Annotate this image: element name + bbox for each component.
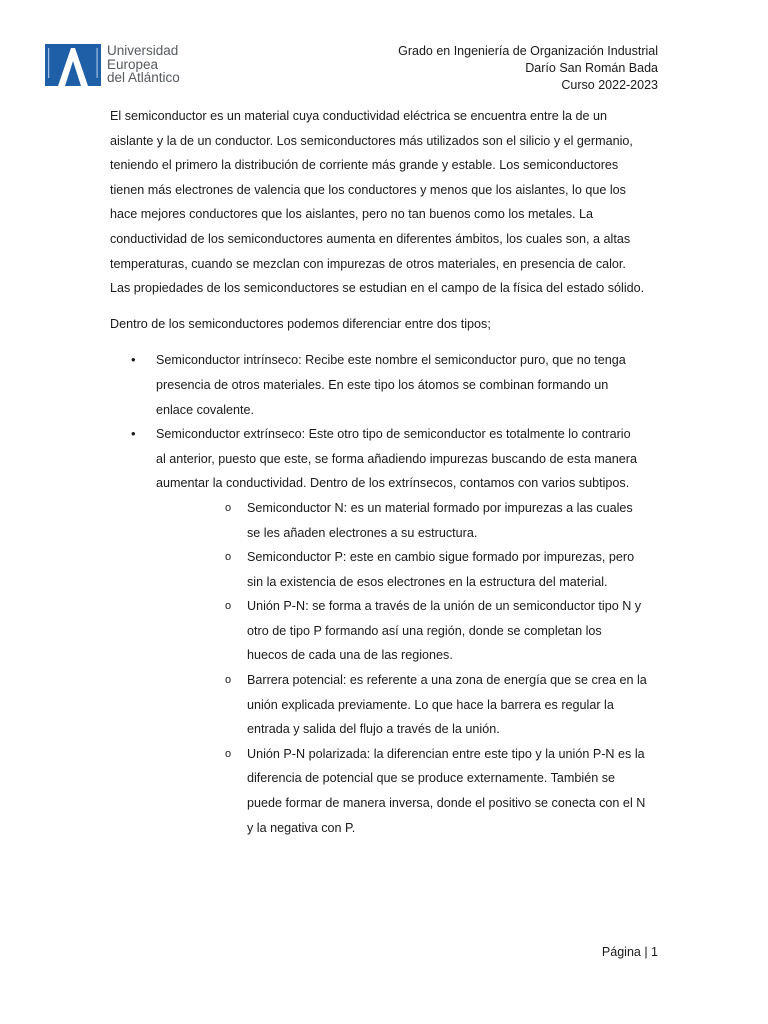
semiconductor-types-list — [110, 348, 662, 840]
degree-title: Grado en Ingeniería de Organización Industrial — [398, 44, 658, 58]
list-item-intrinsic — [110, 348, 662, 422]
text-line: Las propiedades de los semiconductores se estudian en el campo de la física del estado sólido. — [110, 281, 645, 296]
text-line: huecos de cada una de las regiones. — [247, 648, 453, 663]
text-line: aumentar la conductividad. Dentro de los extrínsecos, contamos con varios subtipos. — [156, 476, 630, 491]
text-line: unión explicada previamente. Lo que hace la barrera es regular la — [247, 697, 614, 712]
author-name: Darío San Román Bada — [525, 61, 658, 75]
text-line: otro de tipo P formando así una región, donde se completan los — [247, 623, 602, 638]
logo-wordmark — [107, 44, 180, 85]
course-year: Curso 2022-2023 — [561, 78, 658, 92]
text-line: presencia de otros materiales. En este tipo los átomos se combinan formando un — [156, 377, 609, 392]
intro-paragraph — [110, 104, 662, 301]
sub-bullet-icon: o — [225, 747, 232, 760]
text-line: aislante y la de un conductor. Los semiconductores más utilizados son el silicio y el germanio, — [110, 133, 633, 148]
text-line: enlace covalente. — [156, 402, 255, 417]
text-line: diferencia de potencial que se produce externamente. También se — [247, 771, 616, 786]
bullet-icon: • — [131, 352, 136, 368]
text-line: entrada y salida del flujo a través de la unión. — [247, 722, 500, 737]
text-line: sin la existencia de esos electrones en la estructura del material. — [247, 574, 608, 589]
university-logo — [45, 44, 195, 86]
sub-bullet-icon: o — [225, 551, 232, 564]
logo-line-3: del Atlántico — [107, 70, 180, 85]
sub-bullet-icon: o — [225, 674, 232, 687]
text-line: temperaturas, cuando se mezclan con impurezas de otros materiales, en presencia de calor. — [110, 256, 626, 271]
text-line: Semiconductor intrínseco: Recibe este nombre el semiconductor puro, que no tenga — [156, 353, 626, 368]
text-line: teniendo el primero la distribución de corriente más grande y estable. Los semiconductores — [110, 158, 619, 173]
text-line: El semiconductor es un material cuya conductividad eléctrica se encuentra entre la de un — [110, 109, 608, 123]
logo-a-icon — [45, 44, 101, 86]
text-line: conductividad de los semiconductores aumenta en diferentes ámbitos, los cuales son, a altas — [110, 231, 631, 246]
text-line: y la negativa con P. — [247, 820, 356, 835]
text-line: Semiconductor extrínseco: Este otro tipo de semiconductor es totalmente lo contrario — [156, 427, 631, 442]
logo-line-1: Universidad — [107, 43, 179, 58]
list-item-extrinsic — [110, 422, 662, 840]
text-line: Unión P-N: se forma a través de la unión de un semiconductor tipo N y — [247, 599, 642, 614]
text-line: tienen más electrones de valencia que los conductores y menos que los aislantes, lo que los — [110, 182, 626, 197]
page-header — [398, 43, 658, 94]
types-intro-paragraph: Dentro de los semiconductores podemos diferenciar entre dos tipos; — [110, 316, 491, 331]
logo-line-2: Europea — [107, 56, 159, 72]
list-item-semiconductor-p — [110, 545, 662, 594]
sub-bullet-icon: o — [225, 600, 232, 613]
list-item-union-pn-polarizada — [110, 742, 662, 840]
extrinsic-subtypes-list — [110, 496, 662, 840]
text-line: Unión P-N polarizada: la diferencian entre este tipo y la unión P-N es la — [247, 746, 645, 761]
text-line: puede formar de manera inversa, donde el positivo se conecta con el N — [247, 796, 646, 811]
page-number: Página | 1 — [601, 945, 658, 959]
bullet-icon: • — [131, 426, 136, 442]
text-line: hace mejores conductores que los aislantes, pero no tan buenos como los metales. La — [110, 207, 594, 222]
text-line: Semiconductor N: es un material formado por impurezas a las cuales — [247, 500, 633, 515]
text-line: al anterior, puesto que este, se forma añadiendo impurezas buscando de esta manera — [156, 451, 637, 466]
list-item-union-pn — [110, 594, 662, 668]
text-line: se les añaden electrones a su estructura. — [247, 525, 478, 540]
list-item-semiconductor-n — [110, 496, 662, 545]
document-body — [110, 104, 662, 840]
text-line: Barrera potencial: es referente a una zona de energía que se crea en la — [247, 673, 647, 688]
sub-bullet-icon: o — [225, 501, 232, 514]
list-item-barrera-potencial — [110, 668, 662, 742]
text-line: Semiconductor P: este en cambio sigue formado por impurezas, pero — [247, 550, 635, 565]
